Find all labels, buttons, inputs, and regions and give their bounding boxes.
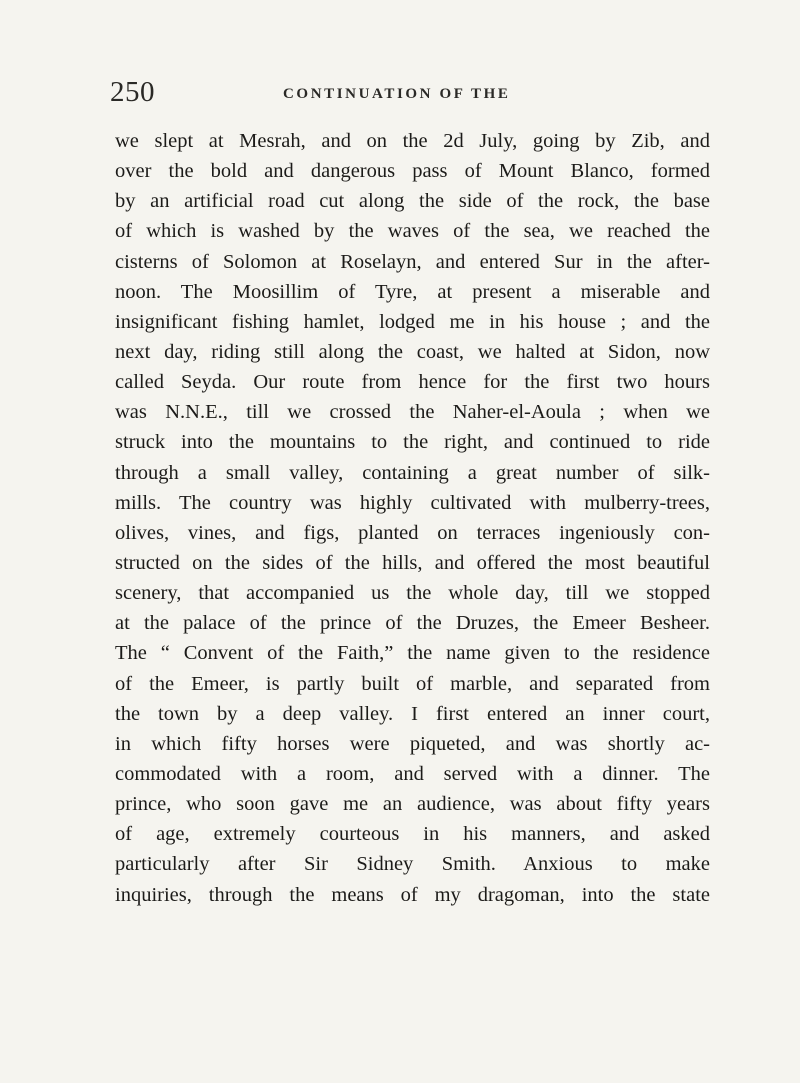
text-line: olives, vines, and figs, planted on terraces ingeniously con- <box>115 521 710 544</box>
text-line: inquiries, through the means of my dragoman, into the state <box>115 883 710 906</box>
running-head <box>0 70 800 120</box>
page-number: 250 <box>110 76 155 108</box>
text-line: The “ Convent of the Faith,” the name given to the residence <box>115 642 710 665</box>
text-line: of which is washed by the waves of the sea, we reached the <box>115 220 710 243</box>
text-line: structed on the sides of the hills, and offered the most beautiful <box>115 551 710 574</box>
text-line: the town by a deep valley. I first entered an inner court, <box>115 702 710 725</box>
text-line: scenery, that accompanied us the whole day, till we stopped <box>115 582 710 605</box>
text-line: of age, extremely courteous in his manners, and asked <box>115 823 710 846</box>
text-line: prince, who soon gave me an audience, was about fifty years <box>115 793 710 816</box>
text-line: of the Emeer, is partly built of marble, and separated from <box>115 672 710 695</box>
text-line: cisterns of Solomon at Roselayn, and entered Sur in the after- <box>115 250 710 273</box>
text-line: particularly after Sir Sidney Smith. Anxious to make <box>115 853 710 876</box>
text-line: at the palace of the prince of the Druzes, the Emeer Besheer. <box>115 612 710 635</box>
text-line: over the bold and dangerous pass of Mount Blanco, formed <box>115 160 710 183</box>
text-line: called Seyda. Our route from hence for the first two hours <box>115 371 710 394</box>
text-line: next day, riding still along the coast, we halted at Sidon, now <box>115 340 710 363</box>
body-text <box>115 126 710 910</box>
text-line: struck into the mountains to the right, and continued to ride <box>115 431 710 454</box>
running-title: CONTINUATION OF THE <box>283 86 511 102</box>
text-line: through a small valley, containing a great number of silk- <box>115 461 710 484</box>
text-line: mills. The country was highly cultivated with mulberry-trees, <box>115 491 710 514</box>
text-line: insignificant fishing hamlet, lodged me in his house ; and the <box>115 310 710 333</box>
text-line: noon. The Moosillim of Tyre, at present a miserable and <box>115 280 710 303</box>
text-line: was N.N.E., till we crossed the Naher-el-Aoula ; when we <box>115 401 710 424</box>
text-line: we slept at Mesrah, and on the 2d July, going by Zib, and <box>115 130 710 152</box>
text-line: by an artificial road cut along the side of the rock, the base <box>115 190 710 213</box>
text-line: commodated with a room, and served with a dinner. The <box>115 762 710 785</box>
text-line: in which fifty horses were piqueted, and was shortly ac- <box>115 732 710 755</box>
